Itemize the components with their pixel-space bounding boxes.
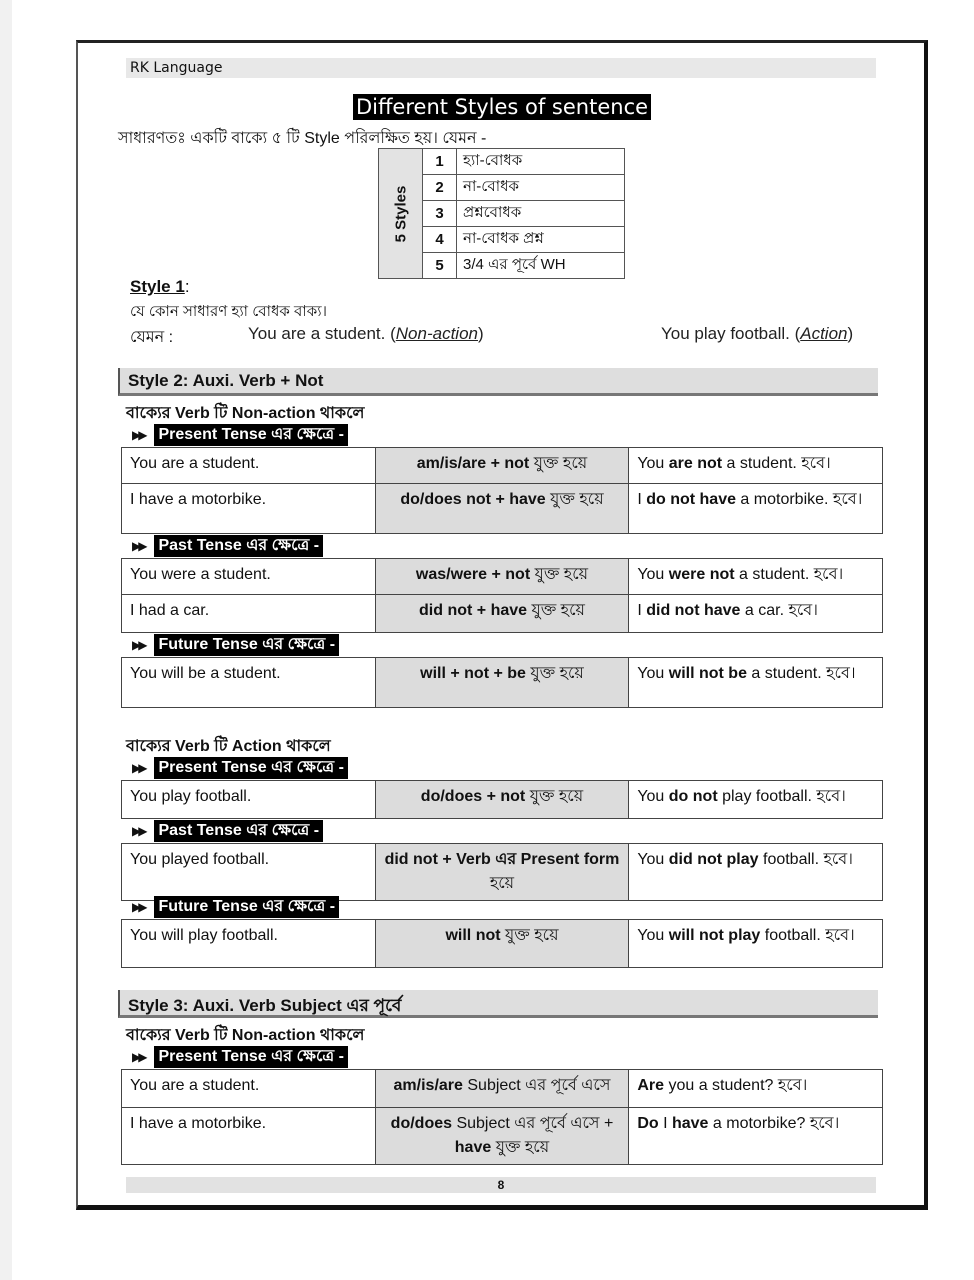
rule-cell	[375, 781, 629, 819]
result-post: play football. হবে।	[717, 788, 846, 805]
style2-heading: Style 2: Auxi. Verb + Not	[118, 368, 878, 396]
table-row	[122, 484, 883, 534]
page-header	[126, 58, 876, 78]
result-bold: will not play	[668, 927, 761, 944]
rule-table	[121, 919, 883, 968]
rule-table	[121, 657, 883, 708]
table-row	[122, 781, 883, 819]
result-post: football. হবে।	[760, 927, 855, 944]
rule-normal: যুক্ত হয়ে	[545, 491, 604, 508]
rule-cell	[375, 658, 629, 708]
source-sentence: You are a student.	[122, 448, 376, 484]
style-number: 2	[423, 175, 457, 201]
result-cell	[629, 844, 883, 901]
example-close: )	[847, 324, 854, 343]
tense-badge: Present Tense এর ক্ষেত্রে -	[154, 424, 347, 446]
tense-label-future	[132, 896, 339, 918]
table-row	[122, 448, 883, 484]
styles-row	[379, 149, 625, 175]
result-bold: have	[671, 1115, 709, 1132]
tense-label-present	[132, 424, 348, 446]
rule-normal: Subject এর পূর্বে এসে	[462, 1077, 611, 1094]
tense-label-future	[132, 634, 339, 656]
source-sentence: I have a motorbike.	[122, 1108, 376, 1165]
rule-normal: যুক্ত হয়ে	[500, 927, 559, 944]
result-cell	[629, 595, 883, 633]
double-arrow-icon: ▶▶	[132, 539, 145, 553]
tense-badge: Present Tense এর ক্ষেত্রে -	[154, 757, 347, 779]
tense-badge: Future Tense এর ক্ষেত্রে -	[154, 634, 339, 656]
table-row	[122, 920, 883, 968]
result-post: a motorbike? হবে।	[708, 1115, 840, 1132]
double-arrow-icon: ▶▶	[132, 824, 145, 838]
document-page	[76, 40, 928, 1210]
result-bold: did not play	[668, 851, 759, 868]
rule-bold: do/does	[390, 1115, 453, 1132]
result-cell	[629, 1108, 883, 1165]
rule-bold: have	[454, 1139, 492, 1156]
example-action	[661, 324, 853, 344]
style1-heading-colon: :	[184, 277, 190, 296]
double-arrow-icon: ▶▶	[132, 900, 145, 914]
result-pre: You	[637, 788, 669, 805]
header-brand: RK Language	[130, 60, 223, 76]
tense-badge: Past Tense এর ক্ষেত্রে -	[154, 535, 323, 557]
rule-cell	[375, 1070, 629, 1108]
rule-cell	[375, 844, 629, 901]
result-bold: Are	[637, 1077, 664, 1094]
style-number: 5	[423, 253, 457, 279]
result-bold: were not	[668, 566, 735, 583]
result-pre: I	[637, 491, 647, 508]
result-bold: do not have	[646, 491, 736, 508]
example-tag: Non-action	[395, 324, 478, 343]
rule-normal: যুক্ত হয়ে	[529, 455, 588, 472]
table-row	[122, 1108, 883, 1165]
result-cell	[629, 559, 883, 595]
result-bold: Do	[637, 1115, 659, 1132]
rule-bold: do/does + not	[420, 788, 526, 805]
rule-bold: did not + Verb এর Present form	[384, 851, 620, 868]
table-row	[122, 844, 883, 901]
source-sentence: You will play football.	[122, 920, 376, 968]
style1-heading	[130, 277, 190, 297]
result-mid: I	[658, 1115, 672, 1132]
style-name: প্রশ্নবোধক	[457, 201, 625, 227]
rule-normal: Subject এর পূর্বে এসে +	[452, 1115, 614, 1132]
result-pre: You	[637, 851, 669, 868]
result-pre: You	[637, 665, 669, 682]
table-row	[122, 559, 883, 595]
rule-cell	[375, 559, 629, 595]
double-arrow-icon: ▶▶	[132, 638, 145, 652]
style-name: না-বোধক প্রশ্ন	[457, 227, 625, 253]
rule-normal: যুক্ত হয়ে	[491, 1139, 550, 1156]
styles-table	[378, 148, 625, 279]
source-sentence: You played football.	[122, 844, 376, 901]
result-bold: do not	[668, 788, 718, 805]
tense-label-present	[132, 1046, 348, 1068]
result-pre: I	[637, 602, 647, 619]
rule-bold: will + not + be	[420, 665, 526, 682]
style-name: না-বোধক	[457, 175, 625, 201]
style3-nonaction-subhead: বাক্যের Verb টি Non-action থাকলে	[126, 1027, 365, 1044]
double-arrow-icon: ▶▶	[132, 761, 145, 775]
tense-badge: Past Tense এর ক্ষেত্রে -	[154, 820, 323, 842]
intro-text: সাধারণতঃ একটি বাক্যে ৫ টি Style পরিলক্ষিত হয়। যেমন -	[118, 130, 487, 147]
style1-heading-text: Style 1	[130, 277, 185, 296]
rule-table	[121, 780, 883, 819]
rule-cell	[375, 448, 629, 484]
result-cell	[629, 484, 883, 534]
result-bold: are not	[668, 455, 723, 472]
table-row	[122, 658, 883, 708]
source-sentence: You play football.	[122, 781, 376, 819]
rule-normal: যুক্ত হয়ে	[525, 665, 584, 682]
style3-heading: Style 3: Auxi. Verb Subject এর পূর্বে	[118, 990, 878, 1018]
result-post: a student. হবে।	[722, 455, 831, 472]
result-bold: did not have	[646, 602, 741, 619]
result-post: a student. হবে।	[746, 665, 856, 682]
styles-side-label: 5 Styles	[392, 185, 409, 242]
rule-table	[121, 558, 883, 633]
rule-normal: যুক্ত হয়ে	[530, 566, 589, 583]
tense-badge: Future Tense এর ক্ষেত্রে -	[154, 896, 339, 918]
source-sentence: You were a student.	[122, 559, 376, 595]
table-row	[122, 595, 883, 633]
example-text: You play football. (	[661, 324, 801, 343]
source-sentence: You will be a student.	[122, 658, 376, 708]
tense-label-past	[132, 535, 323, 557]
rule-table	[121, 447, 883, 534]
result-bold: will not be	[668, 665, 747, 682]
result-post: a student. হবে।	[734, 566, 844, 583]
styles-side-cell	[379, 149, 423, 279]
rule-bold: am/is/are	[393, 1077, 463, 1094]
rule-table	[121, 1069, 883, 1165]
style1-description: যে কোন সাধারণ হ্যা বোধক বাক্য।	[130, 303, 327, 320]
rule-normal: যুক্ত হয়ে	[525, 788, 584, 805]
rule-cell	[375, 595, 629, 633]
rule-bold: was/were + not	[415, 566, 531, 583]
source-sentence: You are a student.	[122, 1070, 376, 1108]
style-number: 1	[423, 149, 457, 175]
result-cell	[629, 781, 883, 819]
style-name: হ্যা-বোধক	[457, 149, 625, 175]
example-label: যেমন :	[130, 329, 174, 346]
viewer-left-margin	[0, 0, 12, 1280]
style-name: 3/4 এর পূর্বে WH	[457, 253, 625, 279]
result-post: a car. হবে।	[740, 602, 818, 619]
tense-badge: Present Tense এর ক্ষেত্রে -	[154, 1046, 347, 1068]
page-title: Different Styles of sentence	[353, 94, 651, 120]
result-post: football. হবে।	[758, 851, 853, 868]
result-cell	[629, 658, 883, 708]
double-arrow-icon: ▶▶	[132, 428, 145, 442]
rule-bold: am/is/are + not	[416, 455, 530, 472]
rule-table	[121, 843, 883, 901]
result-pre: You	[637, 927, 669, 944]
result-cell	[629, 920, 883, 968]
rule-bold: do/does not + have	[400, 491, 546, 508]
rule-cell	[375, 1108, 629, 1165]
rule-cell	[375, 920, 629, 968]
rule-normal: হয়ে	[489, 875, 515, 892]
result-post: a motorbike. হবে।	[735, 491, 863, 508]
style2-action-subhead: বাক্যের Verb টি Action থাকলে	[126, 738, 331, 755]
result-pre: You	[637, 455, 669, 472]
result-post: you a student? হবে।	[664, 1077, 808, 1094]
example-text: You are a student. (	[248, 324, 396, 343]
result-cell	[629, 1070, 883, 1108]
title-wrap	[78, 94, 926, 120]
source-sentence: I have a motorbike.	[122, 484, 376, 534]
table-row	[122, 1070, 883, 1108]
source-sentence: I had a car.	[122, 595, 376, 633]
result-pre: You	[637, 566, 669, 583]
page-footer	[126, 1177, 876, 1193]
style2-nonaction-subhead: বাক্যের Verb টি Non-action থাকলে	[126, 405, 365, 422]
example-tag: Action	[800, 324, 848, 343]
double-arrow-icon: ▶▶	[132, 1050, 145, 1064]
style-number: 4	[423, 227, 457, 253]
rule-normal: যুক্ত হয়ে	[527, 602, 585, 619]
rule-bold: did not + have	[419, 602, 528, 619]
tense-label-past	[132, 820, 323, 842]
result-cell	[629, 448, 883, 484]
style-number: 3	[423, 201, 457, 227]
page-number: 8	[497, 1178, 505, 1192]
rule-cell	[375, 484, 629, 534]
tense-label-present	[132, 757, 348, 779]
example-nonaction	[248, 324, 484, 344]
rule-bold: will not	[445, 927, 501, 944]
example-close: )	[477, 324, 484, 343]
